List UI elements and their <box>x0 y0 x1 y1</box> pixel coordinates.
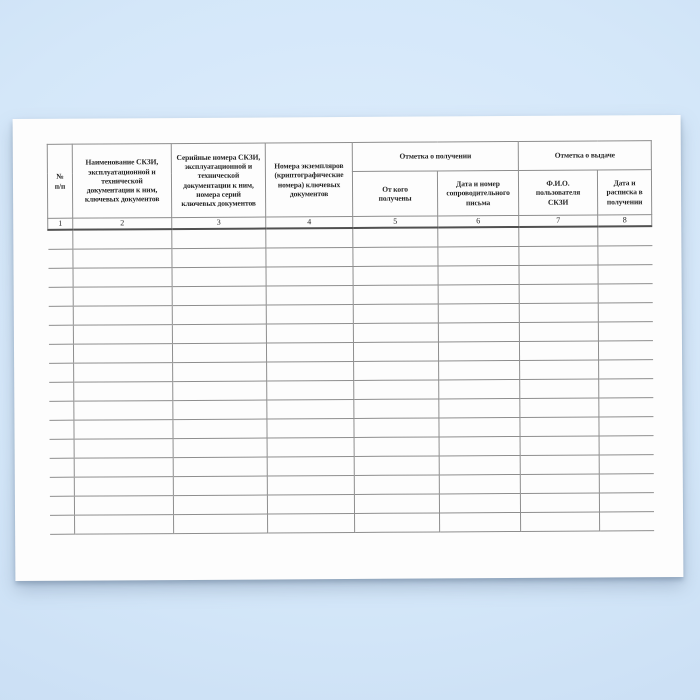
journal-empty-cell <box>74 457 173 477</box>
journal-empty-cell <box>599 359 653 378</box>
journal-empty-cell <box>267 418 354 438</box>
col-number-8: 8 <box>598 215 652 227</box>
journal-empty-cell <box>438 284 519 303</box>
journal-empty-cell <box>74 419 173 439</box>
journal-empty-cell <box>73 248 172 268</box>
paper-sheet <box>13 115 684 581</box>
journal-empty-cell <box>439 474 520 493</box>
journal-empty-cell <box>438 341 519 360</box>
journal-empty-cell <box>73 286 172 306</box>
journal-empty-cell <box>438 246 519 265</box>
journal-empty-cell <box>438 227 519 246</box>
journal-empty-cell <box>48 306 73 325</box>
journal-empty-cell <box>267 380 354 400</box>
journal-empty-cell <box>172 285 266 305</box>
col-number-3: 3 <box>172 217 266 229</box>
journal-empty-cell <box>439 436 520 455</box>
journal-empty-cell <box>439 379 520 398</box>
journal-empty-cell <box>173 399 267 419</box>
journal-empty-cell <box>598 264 652 283</box>
col-number-6: 6 <box>438 215 519 227</box>
journal-empty-cell <box>75 514 174 534</box>
journal-empty-cell <box>520 416 599 435</box>
journal-empty-cell <box>266 342 353 362</box>
col-header-6: Дата и номер сопроводительного письма <box>437 170 518 215</box>
col-header-1: № п/п <box>47 144 72 218</box>
journal-empty-cell <box>74 495 173 515</box>
journal-empty-cell <box>520 378 599 397</box>
journal-empty-cell <box>598 321 652 340</box>
journal-empty-cell <box>439 455 520 474</box>
journal-empty-cell <box>519 283 598 302</box>
journal-empty-cell <box>73 229 172 249</box>
group-header-receipt: Отметка о получении <box>352 141 518 171</box>
journal-empty-cell <box>600 511 654 530</box>
journal-empty-cell <box>599 397 653 416</box>
journal-empty-cell <box>519 321 598 340</box>
journal-empty-cell <box>172 229 266 249</box>
journal-empty-cell <box>599 473 653 492</box>
journal-empty-cell <box>74 381 173 401</box>
group-header-issue: Отметка о выдаче <box>518 141 651 171</box>
journal-empty-cell <box>598 245 652 264</box>
journal-empty-cell <box>266 247 353 267</box>
journal-empty-cell <box>74 438 173 458</box>
journal-empty-cell <box>520 359 599 378</box>
journal-empty-cell <box>173 475 267 495</box>
col-header-7: Ф.И.О. пользователя СКЗИ <box>518 170 597 215</box>
journal-empty-cell <box>173 437 267 457</box>
journal-empty-cell <box>73 267 172 287</box>
journal-empty-cell <box>599 378 653 397</box>
journal-empty-cell <box>520 473 599 492</box>
journal-empty-cell <box>353 265 438 285</box>
journal-empty-cell <box>353 246 438 266</box>
journal-empty-cell <box>598 226 652 245</box>
col-header-3: Серийные номера СКЗИ, эксплуатационной и технической документации к ним, номера серий ключевых документов <box>171 143 265 218</box>
journal-empty-cell <box>173 456 267 476</box>
journal-empty-cell <box>519 226 598 245</box>
journal-empty-cell <box>49 382 74 401</box>
journal-empty-cell <box>520 435 599 454</box>
journal-empty-cell <box>48 344 73 363</box>
journal-empty-cell <box>519 302 598 321</box>
col-number-4: 4 <box>266 216 353 228</box>
journal-empty-cell <box>172 304 266 324</box>
journal-empty-cell <box>172 247 266 267</box>
journal-body <box>48 226 654 534</box>
journal-empty-cell <box>267 494 354 514</box>
journal-empty-cell <box>520 492 599 511</box>
journal-empty-cell <box>174 513 268 533</box>
journal-empty-row <box>50 511 654 534</box>
journal-header <box>47 141 652 230</box>
journal-empty-cell <box>267 361 354 381</box>
journal-empty-cell <box>599 416 653 435</box>
journal-empty-cell <box>354 417 439 437</box>
journal-empty-cell <box>353 227 438 247</box>
journal-empty-cell <box>519 264 598 283</box>
journal-empty-cell <box>73 343 172 363</box>
journal-empty-cell <box>266 323 353 343</box>
journal-empty-cell <box>439 493 520 512</box>
journal-empty-cell <box>599 435 653 454</box>
journal-empty-cell <box>173 494 267 514</box>
journal-empty-cell <box>438 303 519 322</box>
col-header-8: Дата и расписка в получении <box>597 170 651 215</box>
journal-empty-cell <box>440 512 521 531</box>
col-number-1: 1 <box>48 218 73 230</box>
journal-empty-cell <box>49 496 74 515</box>
journal-empty-cell <box>74 362 173 382</box>
journal-empty-cell <box>438 265 519 284</box>
journal-empty-cell <box>267 475 354 495</box>
col-number-7: 7 <box>519 215 598 227</box>
journal-empty-cell <box>49 477 74 496</box>
journal-empty-cell <box>73 305 172 325</box>
journal-empty-cell <box>353 322 438 342</box>
journal-empty-cell <box>439 398 520 417</box>
journal-empty-cell <box>49 458 74 477</box>
journal-empty-cell <box>172 323 266 343</box>
journal-empty-cell <box>74 400 173 420</box>
journal-empty-cell <box>49 439 74 458</box>
journal-empty-cell <box>48 268 73 287</box>
journal-empty-cell <box>521 511 600 530</box>
journal-empty-cell <box>49 420 74 439</box>
journal-empty-cell <box>353 341 438 361</box>
journal-empty-cell <box>73 324 172 344</box>
skzi-journal-table <box>47 140 654 534</box>
journal-empty-cell <box>354 360 439 380</box>
journal-empty-cell <box>268 513 355 533</box>
journal-empty-cell <box>520 454 599 473</box>
journal-empty-cell <box>520 397 599 416</box>
col-number-5: 5 <box>353 216 438 228</box>
journal-empty-cell <box>49 401 74 420</box>
journal-empty-cell <box>354 379 439 399</box>
journal-empty-cell <box>598 283 652 302</box>
journal-empty-cell <box>599 454 653 473</box>
col-header-4: Номера экземпляров (криптографические номера) ключевых документов <box>265 142 352 217</box>
journal-empty-cell <box>266 266 353 286</box>
group-header-row <box>47 141 651 174</box>
journal-empty-cell <box>354 436 439 456</box>
journal-empty-cell <box>172 266 266 286</box>
col-header-2: Наименование СКЗИ, эксплуатационной и технической документации к ним, ключевых документов <box>72 144 171 219</box>
journal-empty-cell <box>598 302 652 321</box>
journal-empty-cell <box>266 304 353 324</box>
journal-empty-cell <box>439 360 520 379</box>
journal-empty-cell <box>267 399 354 419</box>
journal-empty-cell <box>173 418 267 438</box>
journal-empty-cell <box>354 455 439 475</box>
journal-empty-cell <box>48 230 73 249</box>
journal-empty-cell <box>172 342 266 362</box>
journal-empty-cell <box>49 363 74 382</box>
journal-empty-cell <box>354 493 439 513</box>
journal-empty-cell <box>438 322 519 341</box>
journal-empty-cell <box>354 398 439 418</box>
journal-empty-cell <box>598 340 652 359</box>
journal-empty-cell <box>48 325 73 344</box>
journal-empty-cell <box>599 492 653 511</box>
journal-empty-cell <box>48 287 73 306</box>
journal-empty-cell <box>353 284 438 304</box>
journal-empty-cell <box>439 417 520 436</box>
journal-empty-cell <box>173 380 267 400</box>
journal-empty-cell <box>48 249 73 268</box>
journal-empty-cell <box>519 245 598 264</box>
journal-empty-cell <box>266 228 353 248</box>
journal-empty-cell <box>74 476 173 496</box>
journal-empty-cell <box>267 437 354 457</box>
journal-empty-cell <box>355 512 440 532</box>
journal-empty-cell <box>353 303 438 323</box>
journal-empty-cell <box>50 515 75 534</box>
col-number-2: 2 <box>73 218 172 230</box>
col-header-5: От кого получены <box>352 171 437 217</box>
journal-empty-cell <box>267 456 354 476</box>
journal-empty-cell <box>354 474 439 494</box>
journal-empty-cell <box>173 361 267 381</box>
journal-empty-cell <box>266 285 353 305</box>
journal-empty-cell <box>519 340 598 359</box>
